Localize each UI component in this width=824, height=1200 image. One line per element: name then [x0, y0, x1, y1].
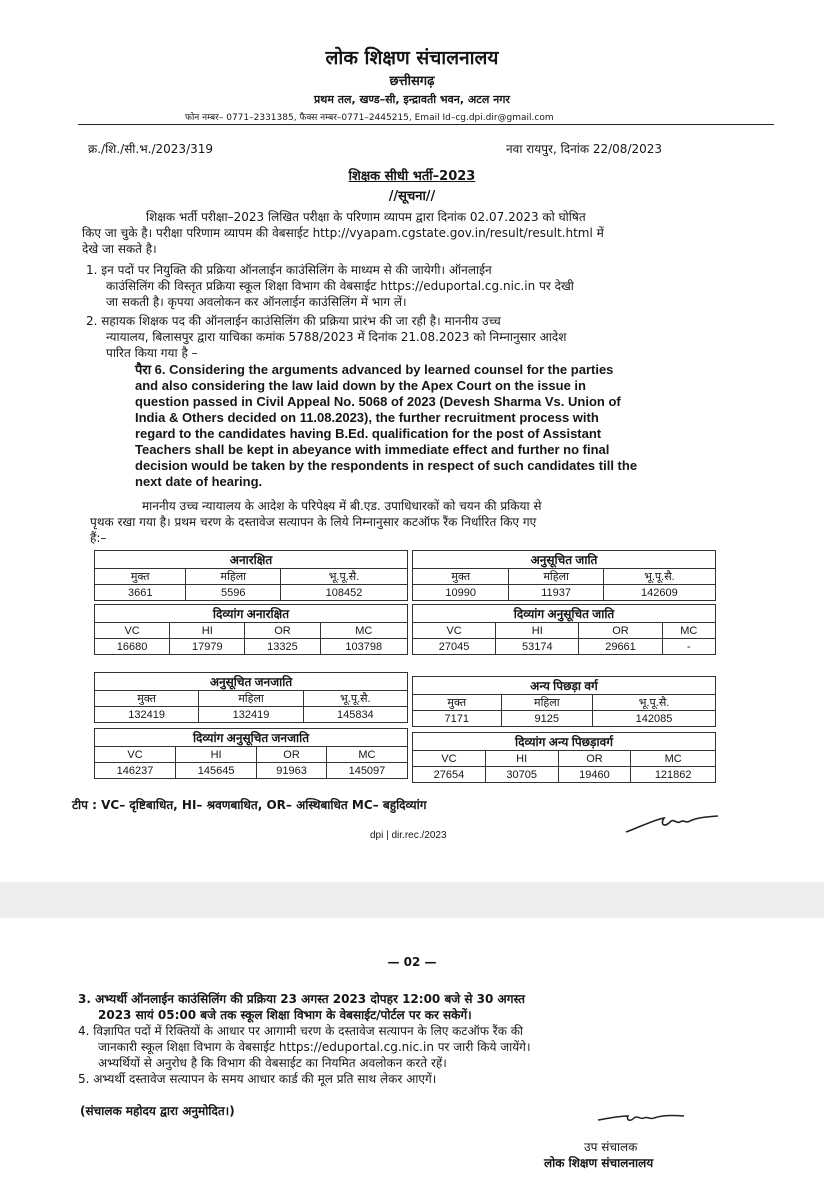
- col-header: मुक्त: [95, 691, 199, 707]
- cutoff-value: 145097: [326, 763, 407, 779]
- cutoff-value: 53174: [496, 639, 579, 655]
- col-header: मुक्त: [413, 695, 502, 711]
- page-gap: [0, 882, 824, 918]
- col-header: OR: [558, 751, 631, 767]
- divyang-st-table: [94, 728, 408, 779]
- item2-line-2: न्यायालय, बिलासपुर द्वारा याचिका कमांक 5788/2023 में दिनांक 21.08.2023 को निम्नानुसार आदेश: [106, 330, 567, 344]
- cutoff-value: 9125: [501, 711, 593, 727]
- st-table: [94, 672, 408, 723]
- after-order-line-2: पृथक रखा गया है। प्रथम चरण के दस्तावेज सत्यापन के लिये निम्नानुसार कटऑफ रैंक निर्धारित किए गए: [90, 515, 537, 529]
- divyang-sc-table: [412, 604, 716, 655]
- item1-line-2: काउंसिलिंग की विस्तृत प्रक्रिया स्कूल शिक्षा विभाग की वेबसाईट https://eduportal.cg.nic.in पर देखी: [106, 279, 574, 293]
- table-title: दिव्यांग अनारक्षित: [95, 605, 408, 623]
- table-title: अनुसूचित जाति: [413, 551, 716, 569]
- office-title: लोक शिक्षण संचालनालय: [325, 47, 499, 69]
- court-order-line-3: question passed in Civil Appeal No. 5068 of 2023 (Devesh Sharma Vs. Union of: [135, 394, 621, 409]
- contact-info: फोन नम्बर– 0771–2331385, फैक्स नम्बर–0771–2445215, Email Id–cg.dpi.dir@gmail.com: [185, 113, 554, 123]
- col-header: MC: [326, 747, 407, 763]
- subject-title: [0, 166, 824, 184]
- cutoff-value: 3661: [95, 585, 186, 601]
- office-name: लोक शिक्षण संचालनालय: [544, 1156, 654, 1170]
- cutoff-value: 17979: [170, 639, 245, 655]
- col-header: भू.पू.सै.: [593, 695, 716, 711]
- cutoff-value: 108452: [281, 585, 408, 601]
- table-title: दिव्यांग अनुसूचित जनजाति: [95, 729, 408, 747]
- reference-number: क्र./शि./सी.भ./2023/319: [88, 142, 214, 156]
- cutoff-value: 11937: [509, 585, 603, 601]
- court-order-line-7: decision would be taken by the respondents in respect of such candidates till the: [135, 458, 638, 473]
- col-header: भू.पू.सै.: [281, 569, 408, 585]
- cutoff-value: 145834: [303, 707, 407, 723]
- intro-line-2: किए जा चुके है। परीक्षा परिणाम व्यापम की वेबसाईट http://vyapam.cgstate.gov.in/result/result.html में: [82, 226, 604, 240]
- col-header: भू.पू.सै.: [303, 691, 407, 707]
- item3-line-1: 3. अभ्यर्थी ऑनलाईन काउंसिलिंग की प्रक्रिया 23 अगस्त 2023 दोपहर 12:00 बजे से 30 अगस्त: [78, 992, 525, 1006]
- col-header: MC: [631, 751, 716, 767]
- col-header: महिला: [509, 569, 603, 585]
- col-header: HI: [485, 751, 558, 767]
- table-title: अन्य पिछड़ा वर्ग: [413, 677, 716, 695]
- col-header: VC: [413, 623, 496, 639]
- after-order-line-1: माननीय उच्च न्यायालय के आदेश के परिपेक्ष्य में बी.एड. उपाधिधारकों को चयन की प्रकिया से: [142, 499, 542, 513]
- table-title: अनारक्षित: [95, 551, 408, 569]
- document-code: dpi | dir.rec./2023: [370, 830, 447, 841]
- cutoff-value: 27045: [413, 639, 496, 655]
- cutoff-value: 29661: [579, 639, 662, 655]
- cutoff-value: -: [662, 639, 715, 655]
- item1-line-3: जा सकती है। कृपया अवलोकन कर ऑनलाईन काउंसिलिंग में भाग लें।: [106, 295, 407, 309]
- col-header: MC: [662, 623, 715, 639]
- intro-line-3: देखे जा सकते है।: [82, 242, 157, 256]
- cutoff-value: 142085: [593, 711, 716, 727]
- obc-table: [412, 676, 716, 727]
- cutoff-value: 142609: [603, 585, 715, 601]
- unreserved-table: [94, 550, 408, 601]
- col-header: VC: [413, 751, 486, 767]
- page-number: — 02 —: [387, 955, 437, 969]
- col-header: मुक्त: [413, 569, 509, 585]
- cutoff-value: 103798: [320, 639, 407, 655]
- col-header: HI: [496, 623, 579, 639]
- col-header: OR: [257, 747, 327, 763]
- court-order-line-2: and also considering the law laid down by the Apex Court on the issue in: [135, 378, 586, 393]
- header-divider: [78, 124, 774, 125]
- item2-line-1: 2. सहायक शिक्षक पद की ऑनलाईन काउंसिलिंग की प्रक्रिया प्रारंभ की जा रही है। माननीय उच्च: [86, 314, 501, 328]
- approval-note: (संचालक महोदय द्वारा अनुमोदित।): [80, 1104, 235, 1118]
- after-order-line-3: हैं:–: [90, 531, 107, 545]
- col-header: VC: [95, 747, 176, 763]
- col-header: HI: [170, 623, 245, 639]
- notice-label: //सूचना//: [388, 189, 436, 204]
- cutoff-value: 19460: [558, 767, 631, 783]
- cutoff-value: 121862: [631, 767, 716, 783]
- col-header: मुक्त: [95, 569, 186, 585]
- court-order-line-6: Teachers shall be kept in abeyance with immediate effect and further no final: [135, 442, 610, 457]
- court-order-line-1: पैरा 6. Considering the arguments advanced by learned counsel for the parties: [135, 362, 614, 377]
- item4-line-2: जानकारी स्कूल शिक्षा विभाग के वेबसाईट https://eduportal.cg.nic.in पर जारी किये जायेंगे।: [98, 1040, 531, 1054]
- state-name: छत्तीसगढ़: [389, 74, 435, 89]
- place-date: नवा रायपुर, दिनांक 22/08/2023: [506, 142, 663, 156]
- abbreviation-note: टीप : VC– दृष्टिबाधित, HI– श्रवणबाधित, OR– अस्थिबाधित MC– बहुदिव्यांग: [72, 798, 427, 812]
- item3-line-2: 2023 सायं 05:00 बजे तक स्कूल शिक्षा विभाग के वेबसाईट/पोर्टल पर कर सकेगें।: [98, 1008, 472, 1022]
- cutoff-value: 132419: [95, 707, 199, 723]
- court-order-line-8: next date of hearing.: [135, 474, 263, 489]
- cutoff-value: 7171: [413, 711, 502, 727]
- cutoff-value: 13325: [245, 639, 320, 655]
- subject-title-text: शिक्षक सीधी भर्ती–2023: [348, 169, 476, 184]
- cutoff-value: 10990: [413, 585, 509, 601]
- cutoff-value: 30705: [485, 767, 558, 783]
- col-header: महिला: [186, 569, 281, 585]
- cutoff-value: 91963: [257, 763, 327, 779]
- signature-image: [596, 1108, 686, 1132]
- col-header: भू.पू.सै.: [603, 569, 715, 585]
- court-order-line-5: regard to the candidates having B.Ed. qualification for the post of Assistant: [135, 426, 602, 441]
- cutoff-value: 132419: [199, 707, 303, 723]
- divyang-unreserved-table: [94, 604, 408, 655]
- signature-image: [624, 806, 720, 836]
- item1-line-1: 1. इन पदों पर नियुक्ति की प्रक्रिया ऑनलाईन काउंसिलिंग के माध्यम से की जायेगी। ऑनलाईन: [86, 263, 492, 277]
- designation: उप संचालक: [584, 1140, 638, 1154]
- intro-line-1: शिक्षक भर्ती परीक्षा–2023 लिखित परीक्षा के परिणाम व्यापम द्वारा दिनांक 02.07.2023 को घोषित: [146, 210, 586, 224]
- col-header: VC: [95, 623, 170, 639]
- cutoff-value: 145645: [176, 763, 257, 779]
- col-header: महिला: [199, 691, 303, 707]
- col-header: HI: [176, 747, 257, 763]
- divyang-obc-table: [412, 732, 716, 783]
- item2-line-3: पारित किया गया है –: [106, 346, 198, 360]
- cutoff-value: 5596: [186, 585, 281, 601]
- cutoff-value: 16680: [95, 639, 170, 655]
- col-header: OR: [579, 623, 662, 639]
- table-title: अनुसूचित जनजाति: [95, 673, 408, 691]
- table-title: दिव्यांग अनुसूचित जाति: [413, 605, 716, 623]
- office-address: प्रथम तल, खण्ड–सी, इन्द्रावती भवन, अटल नगर: [314, 93, 510, 106]
- col-header: OR: [245, 623, 320, 639]
- col-header: महिला: [501, 695, 593, 711]
- court-order-line-4: India & Others decided on 11.08.2023), the further recruitment process with: [135, 410, 599, 425]
- cutoff-value: 146237: [95, 763, 176, 779]
- cutoff-value: 27654: [413, 767, 486, 783]
- item5-line: 5. अभ्यर्थी दस्तावेज सत्यापन के समय आधार कार्ड की मूल प्रति साथ लेकर आएगें।: [78, 1072, 437, 1086]
- sc-table: [412, 550, 716, 601]
- item4-line-1: 4. विज्ञापित पदों में रिक्तियों के आधार पर आगामी चरण के दस्तावेज सत्यापन के लिए कटऑफ रैंक की: [78, 1024, 524, 1038]
- item4-line-3: अभ्यर्थियों से अनुरोध है कि विभाग की वेबसाईट का नियमित अवलोकन करते रहें।: [98, 1056, 447, 1070]
- table-title: दिव्यांग अन्य पिछड़ावर्ग: [413, 733, 716, 751]
- col-header: MC: [320, 623, 407, 639]
